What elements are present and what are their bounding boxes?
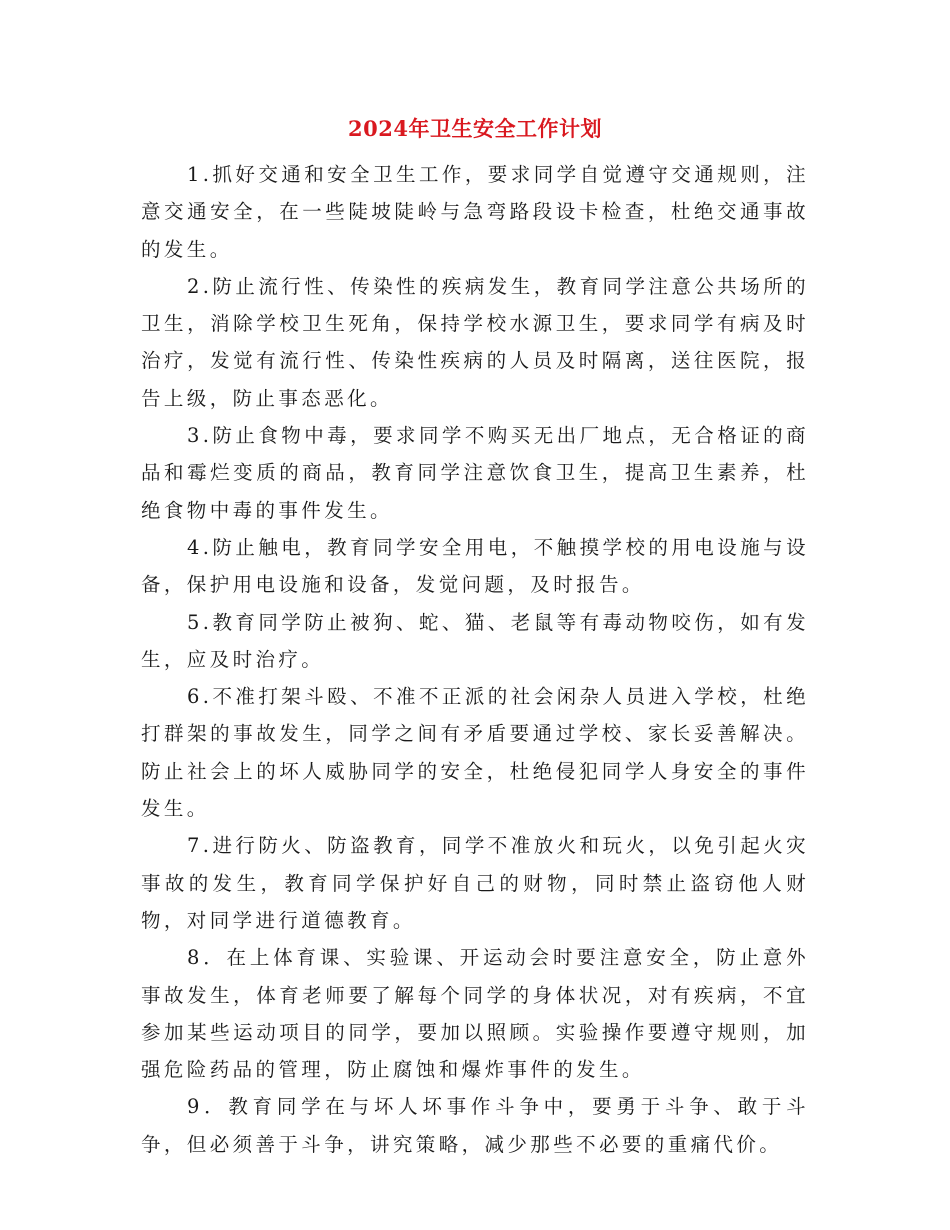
paragraph-5: 5.教育同学防止被狗、蛇、猫、老鼠等有毒动物咬伤，如有发生，应及时治疗。 [141,610,809,671]
paragraph-1: 1.抓好交通和安全卫生工作，要求同学自觉遵守交通规则，注意交通安全，在一些陡坡陡岭与急弯路段设卡检查，杜绝交通事故的发生。 [141,163,809,261]
paragraph-2: 2.防止流行性、传染性的疾病发生，教育同学注意公共场所的卫生，消除学校卫生死角，保持学校水源卫生，要求同学有病及时治疗，发觉有流行性、传染性疾病的人员及时隔离，送往医院，报告上级，防止事态恶化。 [141,274,809,410]
document-body [141,156,809,1163]
paragraph-8: 8．在上体育课、实验课、开运动会时要注意安全，防止意外事故发生，体育老师要了解每个同学的身体状况，对有疾病，不宜参加某些运动项目的同学，要加以照顾。实验操作要遵守规则，加强危险药品的管理，防止腐蚀和爆炸事件的发生。 [141,946,809,1082]
paragraph-6: 6.不准打架斗殴、不准不正派的社会闲杂人员进入学校，杜绝打群架的事故发生，同学之间有矛盾要通过学校、家长妥善解决。防止社会上的坏人威胁同学的安全，杜绝侵犯同学人身安全的事件发生。 [141,685,809,821]
paragraph-4: 4.防止触电，教育同学安全用电，不触摸学校的用电设施与设备，保护用电设施和设备，发觉问题，及时报告。 [141,535,809,597]
document-title: 2024年卫生安全工作计划 [348,116,602,141]
paragraph-3: 3.防止食物中毒，要求同学不购买无出厂地点，无合格证的商品和霉烂变质的商品，教育同学注意饮食卫生，提高卫生素养，杜绝食物中毒的事件发生。 [141,424,809,522]
paragraph-7: 7.进行防火、防盗教育，同学不准放火和玩火，以免引起火灾事故的发生，教育同学保护好自己的财物，同时禁止盗窃他人财物，对同学进行道德教育。 [141,834,809,932]
paragraph-9: 9．教育同学在与坏人坏事作斗争中，要勇于斗争、敢于斗争，但必须善于斗争，讲究策略，减少那些不必要的重痛代价。 [141,1095,809,1156]
